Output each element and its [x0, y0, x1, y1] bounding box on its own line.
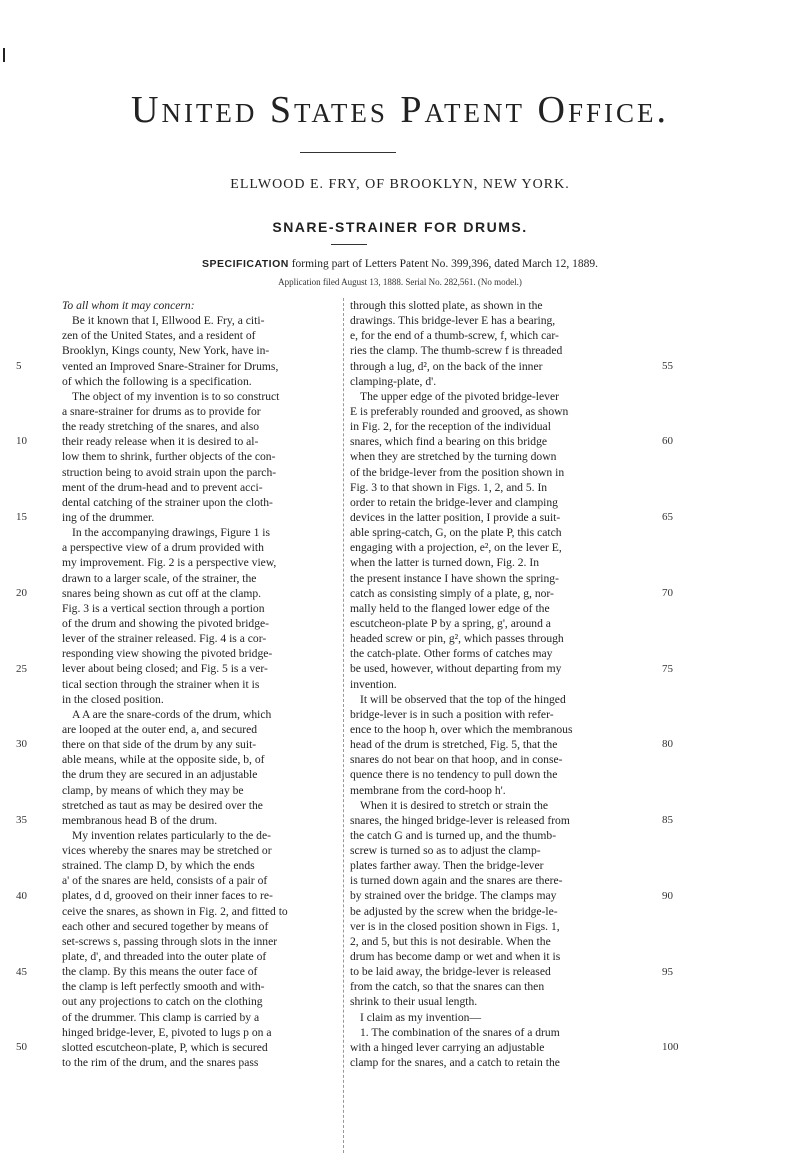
text-line: strained. The clamp D, by which the ends	[62, 859, 255, 873]
text-line: escutcheon-plate P by a spring, g', around a	[350, 616, 551, 630]
text-line: vices whereby the snares may be stretched or	[62, 844, 272, 858]
text-line: able means, while at the opposite side, b, of	[62, 753, 265, 767]
text-line: bridge-lever is in such a position with refer-	[350, 707, 554, 721]
header-rule	[300, 152, 396, 153]
text-line: of the drummer. This clamp is carried by a	[62, 1010, 260, 1024]
text-line: To all whom it may concern:	[62, 299, 195, 312]
text-line: the catch G and is turned up, and the thumb-	[350, 828, 557, 842]
text-line: clamping-plate, d'.	[350, 374, 437, 388]
text-line: of the bridge-lever from the position shown in	[350, 465, 565, 479]
text-line: through a lug, d², on the back of the inner	[350, 359, 543, 373]
text-line: with a hinged lever carrying an adjustable	[350, 1040, 545, 1054]
text-line: snares do not bear on that hoop, and in conse-	[350, 753, 563, 767]
text-line: stretched as taut as may be desired over the	[62, 798, 263, 812]
text-line: ence to the hoop h, over which the membranous	[350, 722, 573, 736]
line-number: 5	[16, 359, 22, 372]
text-line: snares, the hinged bridge-lever is released from	[350, 813, 570, 827]
text-line: slotted escutcheon-plate, P, which is secured	[62, 1040, 268, 1054]
text-line: when they are stretched by the turning down	[350, 450, 557, 464]
text-line: plates farther away. Then the bridge-lever	[350, 859, 544, 873]
margin-mark	[3, 48, 5, 62]
line-number: 65	[662, 511, 673, 524]
text-line: to the rim of the drum, and the snares pass	[62, 1056, 259, 1070]
text-line: devices in the latter position, I provide a suit-	[350, 510, 561, 524]
line-number: 15	[16, 511, 27, 524]
line-number: 50	[16, 1041, 27, 1054]
invention-title: SNARE-STRAINER FOR DRUMS.	[272, 219, 528, 235]
text-line: plate, d', and threaded into the outer plate of	[62, 950, 267, 964]
text-line: struction being to avoid strain upon the parch-	[62, 465, 277, 479]
text-line: the drum they are secured in an adjustable	[62, 768, 258, 782]
line-number: 20	[16, 586, 27, 599]
specification-line	[0, 257, 800, 272]
text-line: quence there is no tendency to pull down the	[350, 768, 558, 782]
text-line: a perspective view of a drum provided with	[62, 541, 264, 555]
text-line: membranous head B of the drum.	[62, 813, 218, 827]
inventor-line: ELLWOOD E. FRY, OF BROOKLYN, NEW YORK.	[230, 177, 570, 192]
text-line: headed screw or pin, g², which passes through	[350, 632, 564, 646]
text-line: ment of the drum-head and to prevent acci-	[62, 480, 263, 494]
text-line: ver is in the closed position shown in Figs. 1,	[350, 919, 560, 933]
text-line: the clamp. By this means the outer face of	[62, 965, 258, 979]
text-line: a' of the snares are held, consists of a pair of	[62, 874, 268, 888]
line-number: 35	[16, 814, 27, 827]
text-line: head of the drum is stretched, Fig. 5, that the	[350, 738, 558, 752]
text-line: mally held to the flanged lower edge of the	[350, 601, 550, 615]
line-number: 10	[16, 435, 27, 448]
line-number: 30	[16, 738, 27, 751]
text-line: Fig. 3 to that shown in Figs. 1, 2, and 5. In	[350, 480, 548, 494]
text-line: a snare-strainer for drums as to provide for	[62, 404, 261, 418]
text-line: their ready release when it is desired to al-	[62, 435, 259, 449]
line-number: 75	[662, 662, 673, 675]
text-line: snares, which find a bearing on this bridge	[350, 435, 548, 449]
specification-label: SPECIFICATION	[202, 258, 289, 270]
text-line: lever about being closed; and Fig. 5 is a ver-	[62, 662, 268, 676]
text-line: vented an Improved Snare-Strainer for Drums,	[62, 359, 279, 373]
text-line: the ready stretching of the snares, and also	[62, 420, 260, 434]
column-divider	[343, 298, 344, 1153]
text-line: I claim as my invention—	[360, 1010, 482, 1024]
text-line: of which the following is a specification.	[62, 374, 252, 388]
text-line: ries the clamp. The thumb-screw f is threaded	[350, 344, 563, 358]
text-line: plates, d d, grooved on their inner faces to re-	[62, 889, 273, 903]
text-line: It will be observed that the top of the hinged	[360, 692, 566, 706]
text-line: clamp for the snares, and a catch to retain the	[350, 1056, 560, 1070]
line-number: 70	[662, 586, 673, 599]
text-line: responding view showing the pivoted bridge-	[62, 647, 273, 661]
text-line: Be it known that I, Ellwood E. Fry, a citi-	[72, 314, 265, 328]
specification-details: forming part of Letters Patent No. 399,396, dated March 12, 1889.	[291, 258, 598, 270]
line-number: 55	[662, 359, 673, 372]
text-line: E is preferably rounded and grooved, as shown	[350, 404, 569, 418]
line-number: 25	[16, 662, 27, 675]
right-text-column	[350, 298, 654, 1070]
text-line: able spring-catch, G, on the plate P, this catch	[350, 526, 562, 540]
line-number: 100	[662, 1041, 679, 1054]
line-number: 40	[16, 889, 27, 902]
text-line: drum has become damp or wet and when it is	[350, 950, 561, 964]
text-line: low them to shrink, further objects of the con-	[62, 450, 276, 464]
text-line: A A are the snare-cords of the drum, which	[72, 707, 272, 721]
text-line: lever of the strainer released. Fig. 4 is a cor-	[62, 632, 267, 646]
text-line: the present instance I have shown the spring-	[350, 571, 559, 585]
text-line: Brooklyn, Kings county, New York, have in-	[62, 344, 270, 358]
text-line: my improvement. Fig. 2 is a perspective view,	[62, 556, 277, 570]
text-line: snares being shown as cut off at the clamp.	[62, 586, 262, 600]
text-line: zen of the United States, and a resident of	[62, 329, 256, 343]
text-line: be used, however, without departing from my	[350, 662, 562, 676]
text-line: membrane from the cord-hoop h'.	[350, 783, 506, 797]
text-line: set-screws s, passing through slots in the inner	[62, 934, 278, 948]
patent-office-heading: United States Patent Office.	[131, 89, 669, 131]
text-line: out any projections to catch on the clothing	[62, 995, 263, 1009]
text-line: My invention relates particularly to the de-	[72, 828, 271, 842]
line-number: 85	[662, 814, 673, 827]
line-number: 90	[662, 889, 673, 902]
text-line: tical section through the strainer when it is	[62, 677, 260, 691]
text-line: When it is desired to stretch or strain the	[360, 798, 549, 812]
text-line: the clamp is left perfectly smooth and with-	[62, 980, 265, 994]
text-line: of the drum and showing the pivoted bridge-	[62, 616, 270, 630]
text-line: by strained over the bridge. The clamps may	[350, 889, 557, 903]
text-line: are looped at the outer end, a, and secured	[62, 722, 258, 736]
text-line: catch as consisting simply of a plate, g, nor-	[350, 586, 554, 600]
application-line: Application filed August 13, 1888. Serial No. 282,561. (No model.)	[278, 277, 522, 287]
left-text-column	[62, 298, 338, 1070]
text-line: to be laid away, the bridge-lever is released	[350, 965, 551, 979]
text-line: engaging with a projection, e², on the lever E,	[350, 541, 562, 555]
text-line: The object of my invention is to so construct	[72, 389, 280, 403]
text-line: 2, and 5, but this is not desirable. When the	[350, 934, 551, 948]
text-line: ing of the drummer.	[62, 510, 155, 524]
text-line: 1. The combination of the snares of a drum	[360, 1025, 560, 1039]
text-line: there on that side of the drum by any suit-	[62, 738, 257, 752]
text-line: drawings. This bridge-lever E has a bearing,	[350, 314, 556, 328]
text-line: in the closed position.	[62, 692, 164, 706]
text-line: screw is turned so as to adjust the clamp-	[350, 844, 541, 858]
text-line: clamp, by means of which they may be	[62, 783, 244, 797]
text-line: when the latter is turned down, Fig. 2. In	[350, 556, 540, 570]
text-line: is turned down again and the snares are there-	[350, 874, 563, 888]
text-line: the catch-plate. Other forms of catches may	[350, 647, 553, 661]
text-line: hinged bridge-lever, E, pivoted to lugs p on a	[62, 1025, 272, 1039]
text-line: in Fig. 2, for the reception of the individual	[350, 420, 551, 434]
text-line: through this slotted plate, as shown in the	[350, 299, 543, 312]
line-number: 45	[16, 965, 27, 978]
line-number: 60	[662, 435, 673, 448]
text-line: The upper edge of the pivoted bridge-lever	[360, 389, 559, 403]
text-line: each other and secured together by means of	[62, 919, 269, 933]
line-number: 80	[662, 738, 673, 751]
text-line: shrink to their usual length.	[350, 995, 478, 1009]
text-line: Fig. 3 is a vertical section through a portion	[62, 601, 265, 615]
text-line: invention.	[350, 677, 397, 691]
text-line: be adjusted by the screw when the bridge-le-	[350, 904, 558, 918]
text-line: dental catching of the strainer upon the cloth-	[62, 495, 273, 509]
text-line: order to retain the bridge-lever and clamping	[350, 495, 558, 509]
line-number: 95	[662, 965, 673, 978]
text-line: from the catch, so that the snares can then	[350, 980, 545, 994]
text-line: ceive the snares, as shown in Fig. 2, and fitted to	[62, 904, 288, 918]
title-rule	[331, 244, 367, 245]
text-line: In the accompanying drawings, Figure 1 is	[72, 526, 271, 540]
text-line: e, for the end of a thumb-screw, f, which car-	[350, 329, 559, 343]
text-line: drawn to a larger scale, of the strainer, the	[62, 571, 257, 585]
